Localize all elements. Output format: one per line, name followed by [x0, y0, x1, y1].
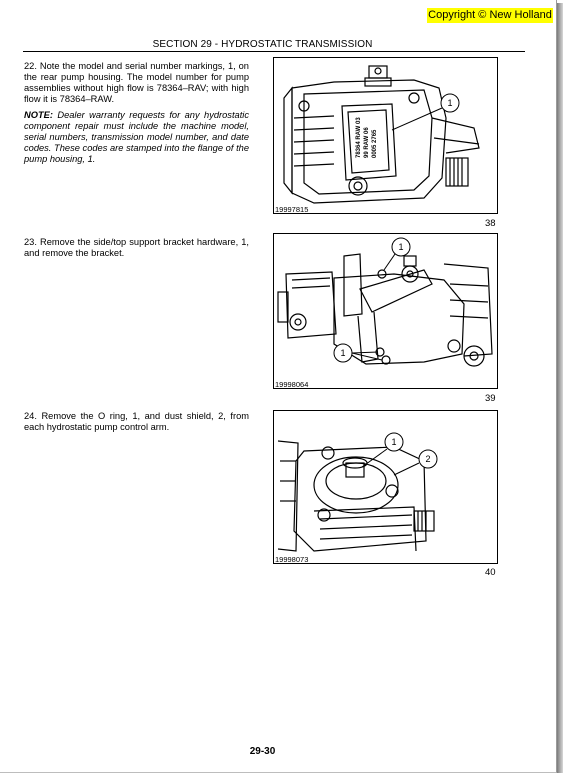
figure-code: 19998064 — [275, 380, 309, 389]
step-22 — [24, 61, 249, 105]
support-bracket-illustration — [274, 234, 498, 389]
callout-label: 1 — [340, 348, 346, 358]
warranty-note — [24, 110, 249, 165]
copyright-banner: Copyright © New Holland — [428, 9, 552, 21]
note-text: Dealer warranty requests for any hydrostatic component repair must include the machine model, serial numbers, transmission model number, and date codes. These codes are stamped into the flange of the pump housing, 1. — [24, 110, 249, 164]
step-number: 22. — [24, 61, 37, 71]
stamp-line: 78364 RAW 03 — [356, 117, 362, 158]
figure-control-arm — [273, 410, 498, 564]
figure-pump-housing — [273, 57, 498, 214]
figure-code: 19998073 — [275, 555, 309, 564]
figure-support-bracket — [273, 233, 498, 389]
page-shadow — [557, 3, 563, 773]
step-23 — [24, 237, 249, 259]
section-title: SECTION 29 - HYDROSTATIC TRANSMISSION — [152, 39, 373, 50]
stamp-line: 99 RAW 06 — [364, 127, 370, 158]
note-label: NOTE: — [24, 110, 53, 120]
step-text: Remove the O ring, 1, and dust shield, 2, from each hydrostatic pump control arm. — [24, 411, 249, 432]
callout-label: 1 — [447, 98, 453, 108]
step-text: Remove the side/top support bracket hardware, 1, and remove the bracket. — [24, 237, 249, 258]
callout-label: 2 — [425, 454, 431, 464]
figure-number: 40 — [485, 567, 496, 578]
figure-number: 39 — [485, 393, 496, 404]
callout-label: 1 — [391, 437, 397, 447]
control-arm-illustration — [274, 411, 498, 564]
section-divider — [23, 51, 525, 52]
callout-label: 1 — [398, 242, 404, 252]
figure-number: 38 — [485, 218, 496, 229]
step-text: Note the model and serial number markings, 1, on the rear pump housing. The model number for pump assemblies without high flow is 78364–RAV; with high flow it is 78364–RAW. — [24, 61, 249, 104]
pump-housing-illustration — [274, 58, 498, 214]
step-number: 23. — [24, 237, 37, 247]
step-number: 24. — [24, 411, 37, 421]
figure-code: 19997815 — [275, 205, 309, 214]
page-number: 29-30 — [249, 746, 276, 757]
step-24 — [24, 411, 249, 433]
stamp-line: 0005 2765 — [372, 129, 378, 158]
